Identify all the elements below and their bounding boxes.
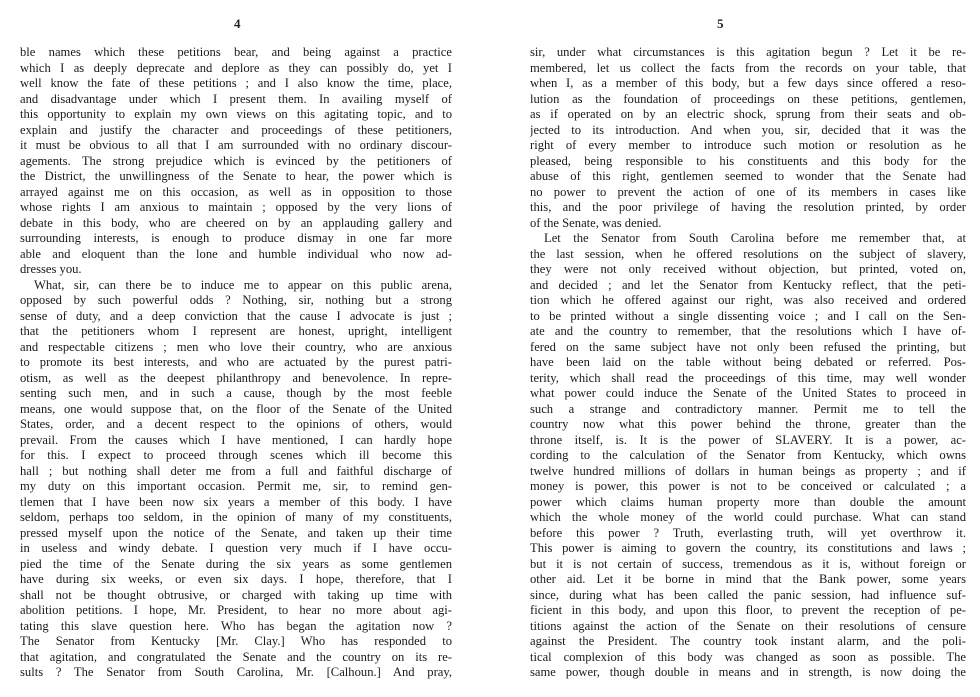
text-line: to be printed without a single dissenting voice ; and I call on the Sen- — [530, 308, 966, 323]
text-line: debate in this body, who are cheered on by an applauding gallery and — [20, 215, 452, 230]
text-line: to promote its best interests, and who are actuated by the purest patri- — [20, 355, 452, 369]
text-line: before this power ? Truth, everlasting truth, will yet overthrow it. — [530, 525, 966, 540]
text-line: whose rights I am anxious to maintain ; opposed by the very lions of — [20, 200, 452, 214]
text-line: able and eloquent than the lone and humble individual who now ad- — [20, 246, 452, 261]
text-line: What, sir, can there be to induce me to appear on this public arena, — [34, 277, 452, 292]
text-line: my duty on this important occasion. Permit me, sir, to remind gen- — [20, 479, 452, 493]
text-column — [530, 45, 966, 681]
text-line: sults ? The Senator from South Carolina, Mr. [Calhoun.] And pray, — [20, 665, 452, 679]
text-line: when I, as a member of this body, but a few days since offered a reso- — [530, 76, 966, 90]
text-line: as if operated on by an electric shock, sprung from their seats and ob- — [530, 107, 966, 121]
text-line: terity, which shall read the proceedings of this time, may well wonder — [530, 370, 966, 385]
text-line: arrayed against me on this occasion, as well as in opposition to those — [20, 184, 452, 199]
page-number: 5 — [717, 16, 724, 31]
text-line: Let the Senator from South Carolina before me remember that, at — [544, 231, 966, 245]
text-line: they were not only received without objection, but printed, voted on, — [530, 262, 966, 276]
text-line: other aid. Let it be borne in mind that the Bank power, some years — [530, 572, 966, 586]
text-line: power which claims human property more than double the amount — [530, 494, 966, 509]
text-line: seldom, perhaps too seldom, in the opinion of many of my constituents, — [20, 510, 452, 524]
text-line: since, during what has been called the panic session, had influence suf- — [530, 587, 966, 602]
text-line: tical complexion of this body was changed as soon as possible. The — [530, 649, 966, 664]
text-line: pleased, being responsible to his constituents and this body for the — [530, 153, 966, 168]
text-line: means, one would suppose that, on the floor of the Senate of the United — [20, 401, 452, 416]
text-line: for this. I expect to proceed through scenes which ill become this — [20, 448, 452, 462]
text-line: abuse of this right, gentlemen seemed to wonder that the Senate had — [530, 169, 966, 183]
text-line: the last session, when he offered resolutions on the subject of slavery, — [530, 246, 966, 261]
right-page — [490, 0, 980, 697]
text-line: throne itself, is. It is the power of SLAVERY. It is a power, ac- — [530, 432, 966, 447]
text-line: cording to the calculation of the Senator from Kentucky, which owns — [530, 448, 966, 462]
text-line: of the Senate, was denied. — [530, 215, 662, 230]
text-line: that agitation, and congratulated the Senate and the country on its re- — [20, 649, 452, 664]
text-line: ficient in this body, and upon this floor, to prevent the reception of pe- — [530, 603, 966, 617]
text-line: titions against the action of the Senate on their resolutions of censure — [530, 618, 966, 633]
text-line: ate and the country to remember, that the resolutions which I have of- — [530, 324, 966, 338]
text-line: surrounding interests, is enough to produce dismay in one far more — [20, 231, 452, 245]
text-line: membered, let us collect the facts from the records on your table, that — [530, 60, 966, 75]
text-line: hall ; but nothing shall deter me from a full and faithful discharge of — [20, 463, 452, 478]
text-line: explain and justify the character and proceedings of these petitioners, — [20, 122, 452, 137]
text-line: prevail. From the causes which I have mentioned, I can hardly hope — [20, 432, 452, 447]
text-line: pressed myself upon the notice of the Senate, and taken up their time — [20, 525, 452, 540]
text-line: but it is not certain of success, tremendous as it is, without foreign or — [530, 556, 966, 571]
text-line: twelve hundred millions of dollars in human beings as property ; and if — [530, 463, 966, 478]
page-number: 4 — [234, 16, 241, 31]
text-line: have during six weeks, or even six days. I hope, therefore, that I — [20, 572, 452, 586]
text-line: in useless and windy debate. I question very much if I have occu- — [20, 541, 452, 555]
text-line: right of every member to introduce such motion or resolution as he — [530, 138, 966, 152]
text-line: which I as deeply deprecate and deplore as they can possibly do, yet I — [20, 60, 452, 75]
text-line: tating this slave question here. Who has began the agitation now ? — [20, 618, 452, 633]
text-line: it must be obvious to all that I am surrounded with no ordinary discour- — [20, 138, 452, 152]
text-line: sense of duty, and a deep conviction that the cause I advocate is just ; — [20, 308, 452, 323]
text-line: otism, as well as the deepest philanthropy and benevolence. In repre- — [20, 370, 452, 385]
text-line: and respectable citizens ; men who love their country, who are anxious — [20, 339, 452, 354]
text-line: such a strange and contradictory manner. Permit me to tell the — [530, 401, 966, 416]
text-line: opposed by such powerful odds ? Nothing, sir, nothing but a strong — [20, 293, 452, 307]
text-line: and disadvantage under which I present them. In availing myself of — [20, 91, 452, 106]
text-line: abolition petitions. I hope, Mr. President, to hear no more about agi- — [20, 603, 452, 617]
text-line: same power, though double in means and in strength, is now doing the — [530, 665, 966, 679]
text-line: country now what this power behind the throne, greater than the — [530, 417, 966, 431]
text-line: which the whole money of the world could purchase. What can stand — [530, 510, 966, 524]
text-line: what power could induce the Senate of the United States to proceed in — [530, 386, 966, 400]
text-line: tlemen that I have been now six years a member of this body. I have — [20, 494, 452, 509]
text-line: this, and the poor privilege of having the resolution printed, by order — [530, 200, 966, 214]
text-line: money is power, this power is not to be conceived or calculated ; a — [530, 479, 966, 493]
text-line: pied the time of the Senate during the six years as some gentlemen — [20, 556, 452, 571]
text-column — [20, 45, 452, 681]
text-line: the District, the unwillingness of the Senate to hear, the power which is — [20, 169, 452, 183]
text-line: dresses you. — [20, 262, 82, 276]
text-line: have been laid on the table without being debated or referred. Pos- — [530, 355, 966, 369]
text-line: agements. The strong prejudice which is evinced by the petitioners of — [20, 153, 452, 168]
text-line: lution as the foundation of proceedings on these petitions, gentlemen, — [530, 91, 966, 106]
text-line: against the President. The country took instant alarm, and the poli- — [530, 634, 966, 648]
text-line: this opportunity to explain my own views on this agitating topic, and to — [20, 107, 452, 121]
text-line: jected to its introduction. And when you, sir, decided that it was the — [530, 122, 966, 137]
text-line: that the petitioners whom I represent are honest, upright, intelligent — [20, 324, 452, 338]
text-line: ble names which these petitions bear, and being against a practice — [20, 45, 452, 59]
text-line: This power is aiming to govern the country, its constitutions and laws ; — [530, 541, 966, 555]
text-line: The Senator from Kentucky [Mr. Clay.] Who has responded to — [20, 634, 452, 648]
text-line: and decided ; and let the Senator from Kentucky reflect, that the peti- — [530, 277, 966, 292]
text-line: States, order, and a decent respect to the opinions of others, would — [20, 417, 452, 431]
text-line: shall not be thought obtrusive, or charged with taking up time with — [20, 587, 452, 602]
text-line: well know the fate of these petitions ; and I also know the time, place, — [20, 76, 452, 90]
text-line: no power to prevent the action of one of its members in cases like — [530, 184, 966, 199]
text-line: senting such men, and in such a cause, though by the most feeble — [20, 386, 452, 400]
text-line: fered on the same subject have not only been refused the printing, but — [530, 339, 966, 354]
text-line: tion which he offered against our right, was also received and ordered — [530, 293, 966, 307]
text-line: sir, under what circumstances is this agitation begun ? Let it be re- — [530, 45, 966, 59]
